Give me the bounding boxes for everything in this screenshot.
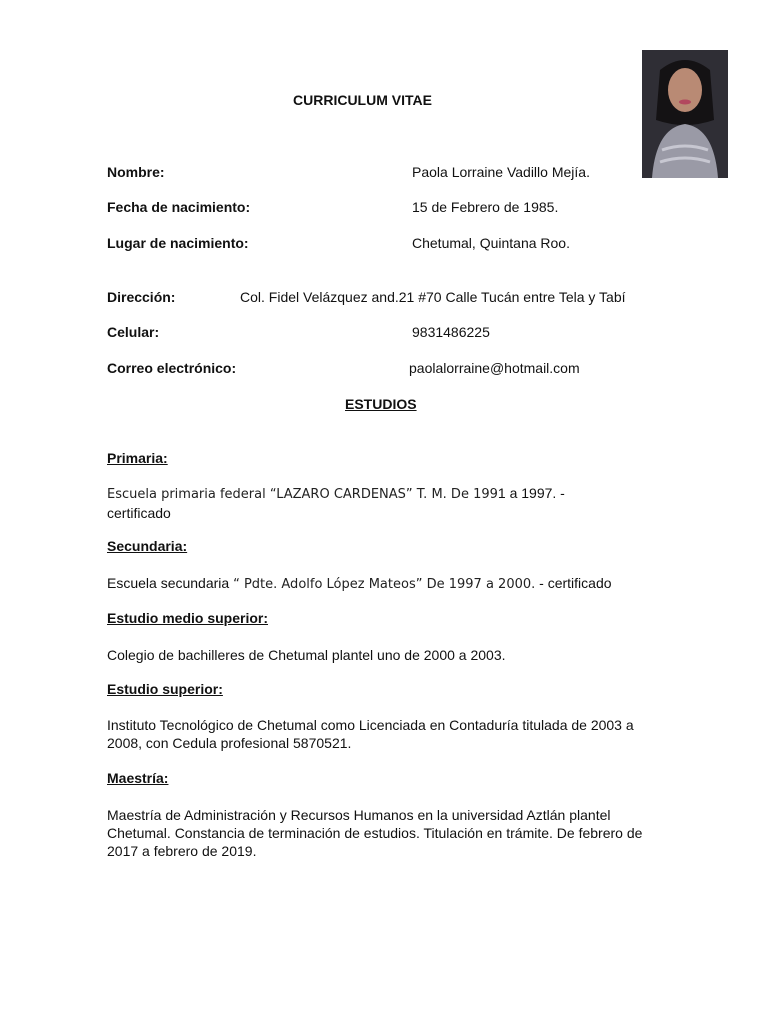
profile-photo [642,50,728,178]
name-value: Paola Lorraine Vadillo Mejía. [412,164,590,180]
primaria-text-b: 1 a 1997. - [497,485,565,501]
address-label: Dirección: [107,289,176,305]
person-portrait-icon [642,50,728,178]
medio-superior-title: Estudio medio superior: [107,610,269,626]
maestria-text: Maestría de Administración y Recursos Humanos en la universidad Aztlán plantel Chetumal. Constancia de terminación de estudios. Titulación en trámite. De febrero de 2017 a febrero de 2019. [107,807,643,859]
phone-label: Celular: [107,324,160,340]
superior-text: Instituto Tecnológico de Chetumal como Licenciada en Contaduría titulada de 2003 a 2008, con Cedula profesional 5870521. [107,717,634,751]
secundaria-text-b: “ Pdte. Adolfo López Mateos” De 1997 a 2000. [233,577,536,592]
maestria-title: Maestría: [107,770,169,786]
document-title: CURRICULUM VITAE [293,92,432,108]
address-value: Col. Fidel Velázquez and.21 #70 Calle Tucán entre Tela y Tabí [240,289,626,305]
phone-value: 9831486225 [412,324,490,340]
email-label: Correo electrónico: [107,360,237,376]
secundaria-text [107,574,707,594]
dob-value: 15 de Febrero de 1985. [412,199,559,215]
secundaria-text-c: - certificado [535,575,612,591]
primaria-text [107,484,667,522]
secundaria-text-a: Escuela secundaria [107,575,234,591]
name-label: Nombre: [107,164,165,180]
primaria-text-a: Escuela primaria federal “LAZARO CARDENAS” T. M. De 199 [107,487,498,502]
primaria-text-c: certificado [107,505,171,521]
medio-superior-text: Colegio de bachilleres de Chetumal plantel uno de 2000 a 2003. [107,647,506,663]
primaria-title: Primaria: [107,450,168,466]
birthplace-label: Lugar de nacimiento: [107,235,249,251]
email-value: paolalorraine@hotmail.com [409,360,580,376]
superior-title: Estudio superior: [107,681,223,697]
studies-heading: ESTUDIOS [345,396,417,412]
birthplace-value: Chetumal, Quintana Roo. [412,235,570,251]
dob-label: Fecha de nacimiento: [107,199,251,215]
secundaria-title: Secundaria: [107,538,188,554]
